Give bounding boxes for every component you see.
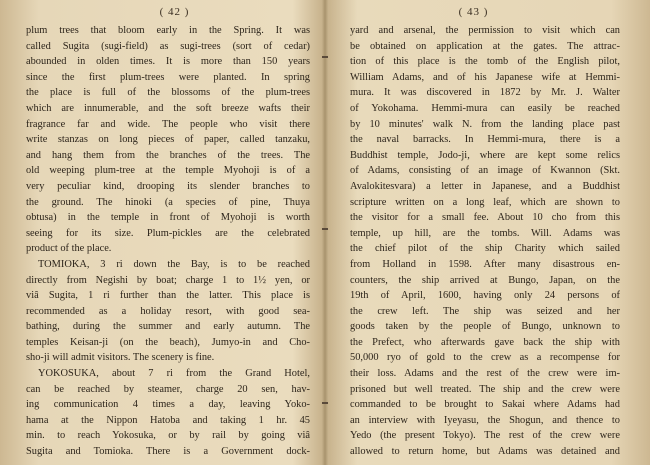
text-line: seeing for its size. Plum-pickles are the celebrated — [26, 227, 310, 239]
text-line: of Adams, consisting of an image of Kwannon (Skt. — [350, 165, 620, 177]
text-line: YOKOSUKA, about 7 ri from the Grand Hotel, — [38, 368, 310, 380]
binding-thread — [322, 56, 328, 58]
text-line: of Yokohama. Hemmi-mura can easily be reached — [350, 102, 620, 114]
text-line: Yedo (the present Tokyo). The rest of the crew were — [350, 430, 620, 442]
text-line: scripture written on a long leaf, which are shown to — [350, 196, 620, 208]
text-line: yard and arsenal, the permission to visit which can — [350, 25, 620, 36]
text-line: commanded to be brought to Sakai where Adams had — [350, 399, 620, 411]
text-line: the chief pilot of the ship Charity which sailed — [350, 243, 620, 255]
text-line: very peculiar kind, drooping its slender branches to — [26, 180, 310, 192]
text-line: the naval barracks. In Hemmi-mura, there is a — [350, 134, 620, 146]
binding-thread — [322, 402, 328, 404]
text-line: mura. It was discovered in 1872 by Mr. J. Walter — [350, 87, 620, 99]
text-line: from Holland in 1598. After many disastrous en- — [350, 258, 620, 270]
text-line: temples Keisan-ji (on the beach), Jumyo-in and Cho- — [26, 336, 310, 348]
text-line: by 10 minutes' walk N. from the landing place past — [350, 118, 620, 130]
text-line: tion of this place is the tomb of the English pilot, — [350, 56, 620, 68]
text-line: the place is full of the blossoms of the plum-trees — [26, 87, 310, 99]
text-line: goods taken by the people of Bungo, unknown to — [350, 321, 620, 333]
text-line: which are innumerable, and the soft breeze wafts their — [26, 102, 310, 114]
text-line: recommended as a holiday resort, with good sea- — [26, 305, 310, 317]
text-line: allowed to return home, but Adams was detained and — [350, 446, 620, 458]
text-line: can be reached by steamer, charge 20 sen, hav- — [26, 383, 310, 395]
text-line: ing communication 4 times a day, leaving Yoko- — [26, 399, 310, 411]
text-line: obtusa) in the temple in front of Myohoji is worth — [26, 212, 310, 224]
page-number: ( 42 ) — [159, 6, 190, 18]
text-line: min. to reach Yokosuka, or by rail by going viâ — [26, 430, 310, 442]
text-line: write stanzas on long pieces of paper, called tanzaku, — [26, 134, 310, 146]
text-line: an interview with Iyeyasu, the Shogun, and thence to — [350, 414, 620, 426]
text-line: their loss. Adams and the rest of the crew were im- — [350, 368, 620, 380]
text-line: fragrance far and wide. The people who visit there — [26, 118, 310, 130]
text-line: Buddhist temple, Jodo-ji, where are kept some relics — [350, 149, 620, 161]
page-text — [350, 23, 620, 460]
text-line: the visitor for a small fee. About 10 cho from this — [350, 212, 620, 224]
page-number: ( 43 ) — [458, 6, 489, 18]
text-line: TOMIOKA, 3 ri down the Bay, is to be reached — [38, 258, 310, 270]
text-line: the ground. The hinoki (a species of pine, Thuya — [26, 196, 310, 208]
text-line: abounded in olden times. It is more than 150 years — [26, 56, 310, 68]
text-line: counters, the ship arrived at Bungo, Japan, on the — [350, 274, 620, 286]
text-line: product of the place. — [26, 243, 112, 255]
text-line: 50,000 ryo of gold to the crew as a recompense for — [350, 352, 620, 364]
text-line: the Prefect, who afterwards gave back the ship with — [350, 336, 620, 348]
text-line: hama at the Nippon Hatoba and taking 1 hr. 45 — [26, 414, 310, 426]
text-line: prisoned but well treated. The ship and the crew were — [350, 383, 620, 395]
text-line: sho-ji will admit visitors. The scenery is fine. — [26, 352, 215, 364]
text-line: plum trees that bloom early in the Spring. It was — [26, 25, 310, 36]
text-line: the crew left. The ship was seized and her — [350, 305, 620, 317]
text-line: and hang them from the branches of the trees. The — [26, 149, 310, 161]
text-line: Sugita and Tomioka. There is a Government dock- — [26, 446, 310, 458]
text-line: Avalokitesvara) a letter in Japanese, and a Buddhist — [350, 180, 620, 192]
text-line: temple, up hill, are the tombs. Will. Adams was — [350, 227, 620, 239]
text-line: be obtained on application at the gates. The attrac- — [350, 40, 620, 52]
text-line: William Adams, and of his Japanese wife at Hemmi- — [350, 71, 620, 83]
page-text — [26, 23, 310, 460]
text-line: bathing, during the summer and early autumn. The — [26, 321, 310, 333]
text-line: 19th of April, 1600, having only 24 persons of — [350, 290, 620, 302]
text-line: directly from Negishi by boat; charge 1 to 1½ yen, or — [26, 274, 310, 286]
text-line: since the first plum-trees were planted. In spring — [26, 71, 310, 83]
text-line: old weeping plum-tree at the temple Myohoji is of a — [26, 165, 310, 177]
text-line: viâ Sugita, 1 ri further than the latter. This place is — [26, 290, 310, 302]
binding-thread — [322, 228, 328, 230]
text-line: called Sugita (sugi-field) as sugi-trees (sort of cedar) — [26, 40, 310, 52]
